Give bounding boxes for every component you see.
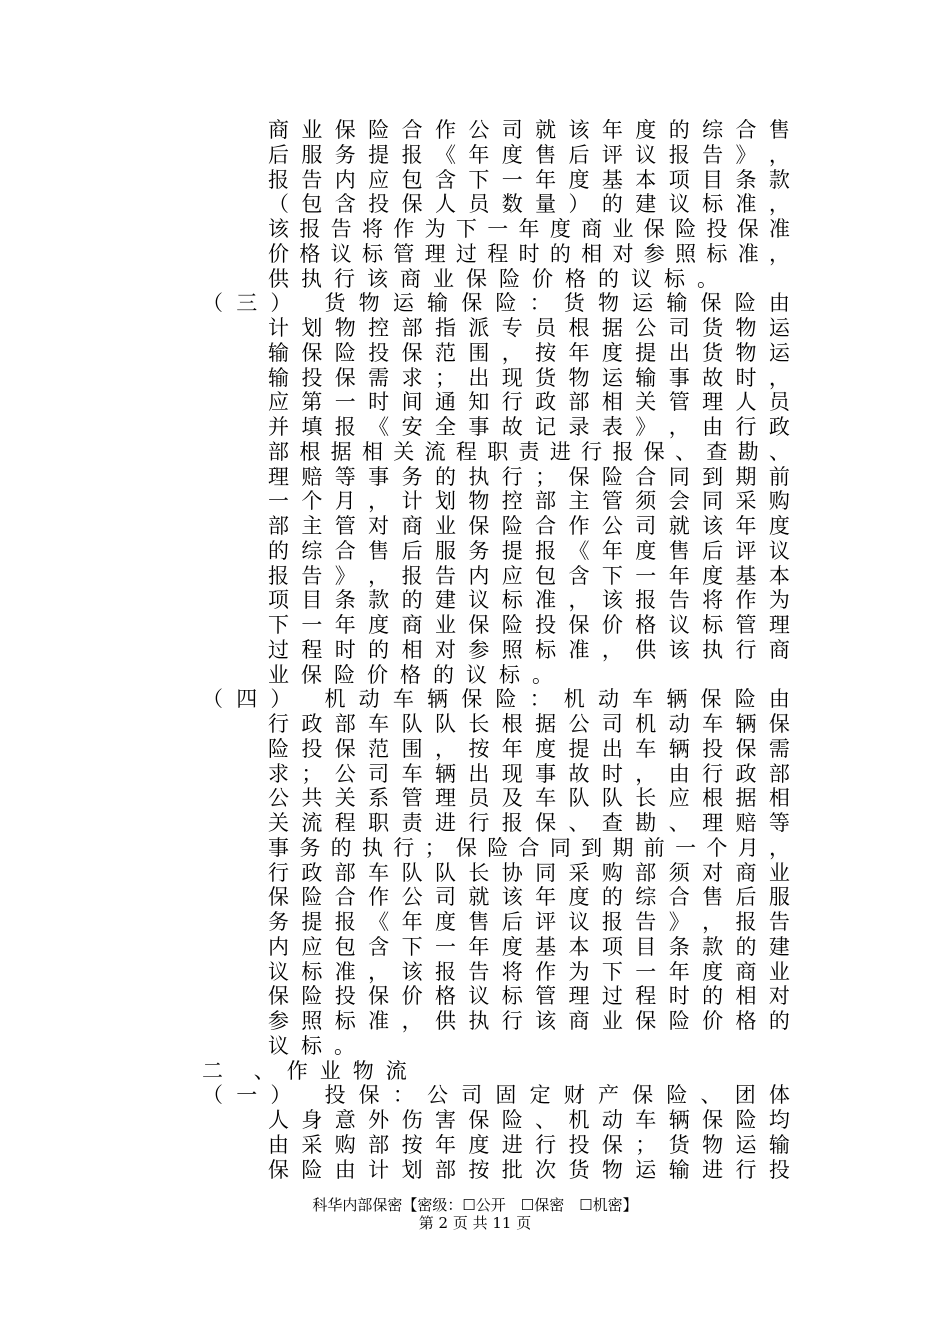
paragraph-line: 保 险 由 计 划 部 按 批 次 货 物 运 输 进 行 投 (268, 1157, 790, 1182)
paragraph-line: 价 格 议 标 管 理 过 程 时 的 相 对 参 照 标 准 ， (268, 241, 790, 266)
paragraph-line: 应 第 一 时 间 通 知 行 政 部 相 关 管 理 人 员 (268, 390, 790, 415)
paragraph-line: 部 根 据 相 关 流 程 职 责 进 行 报 保 、 查 勘 、 (268, 439, 790, 464)
paragraph-line: 务 提 报 《 年 度 售 后 评 议 报 告 》 ， 报 告 (268, 910, 790, 934)
paragraph-line: 议 标 准 ， 该 报 告 将 作 为 下 一 年 度 商 业 (268, 959, 790, 984)
section-heading-line: （ 三 ） 货 物 运 输 保 险 ： 货 物 运 输 保 险 由 (202, 291, 790, 316)
page-number: 第 2 页 共 11 页 (418, 1214, 532, 1232)
paragraph-line: 部 主 管 对 商 业 保 险 合 作 公 司 就 该 年 度 (268, 514, 790, 538)
section-heading-line: （ 四 ） 机 动 车 辆 保 险 ： 机 动 车 辆 保 险 由 (202, 687, 790, 712)
paragraph-line: 一 个 月 ， 计 划 物 控 部 主 管 须 会 同 采 购 (268, 489, 790, 514)
paragraph-line: 项 目 条 款 的 建 议 标 准 ， 该 报 告 将 作 为 (268, 588, 790, 613)
paragraph-line: （ 包 含 投 保 人 员 数 量 ） 的 建 议 标 准 ， (268, 192, 790, 217)
paragraph-line: 险 投 保 范 围 ， 按 年 度 提 出 车 辆 投 保 需 (268, 736, 790, 761)
paragraph-line: 供 执 行 该 商 业 保 险 价 格 的 议 标 。 (268, 266, 718, 291)
paragraph-line: 行 政 部 车 队 队 长 协 同 采 购 部 须 对 商 业 (268, 860, 790, 885)
paragraph-line: 公 共 关 系 管 理 员 及 车 队 队 长 应 根 据 相 (268, 786, 790, 811)
paragraph-line: 该 报 告 将 作 为 下 一 年 度 商 业 保 险 投 保 准 (268, 217, 790, 241)
paragraph-line: 人 身 意 外 伤 害 保 险 、 机 动 车 辆 保 险 均 (268, 1108, 790, 1132)
paragraph-line: 报 告 》 ， 报 告 内 应 包 含 下 一 年 度 基 本 (268, 563, 790, 588)
paragraph-line: 内 应 包 含 下 一 年 度 基 本 项 目 条 款 的 建 (268, 934, 790, 959)
paragraph-line: 计 划 物 控 部 指 派 专 员 根 据 公 司 货 物 运 (268, 316, 790, 340)
section-heading-line: 二 、 作 业 物 流 (202, 1058, 407, 1083)
paragraph-line: 后 服 务 提 报 《 年 度 售 后 评 议 报 告 》 ， (268, 142, 790, 167)
paragraph-line: 事 务 的 执 行 ； 保 险 合 同 到 期 前 一 个 月 ， (268, 835, 790, 860)
section-heading-line: （ 一 ） 投 保 ： 公 司 固 定 财 产 保 险 、 团 体 (202, 1083, 790, 1108)
paragraph-line: 过 程 时 的 相 对 参 照 标 准 ， 供 该 执 行 商 (268, 637, 790, 662)
paragraph-line: 的 综 合 售 后 服 务 提 报 《 年 度 售 后 评 议 (268, 538, 790, 563)
paragraph-line: 关 流 程 职 责 进 行 报 保 、 查 勘 、 理 赔 等 (268, 811, 790, 835)
paragraph-line: 输 投 保 需 求 ； 出 现 货 物 运 输 事 故 时 ， (268, 365, 790, 390)
paragraph-line: 行 政 部 车 队 队 长 根 据 公 司 机 动 车 辆 保 (268, 712, 790, 736)
paragraph-line: 保 险 合 作 公 司 就 该 年 度 的 综 合 售 后 服 (268, 885, 790, 910)
paragraph-line: 由 采 购 部 按 年 度 进 行 投 保 ； 货 物 运 输 (268, 1132, 790, 1157)
paragraph-line: 商 业 保 险 合 作 公 司 就 该 年 度 的 综 合 售 (268, 118, 790, 142)
paragraph-line: 业 保 险 价 格 的 议 标 。 (268, 662, 553, 687)
paragraph-line: 参 照 标 准 ， 供 执 行 该 商 业 保 险 价 格 的 (268, 1009, 790, 1033)
paragraph-line: 理 赔 等 事 务 的 执 行 ； 保 险 合 同 到 期 前 (268, 464, 790, 489)
paragraph-line: 求 ； 公 司 车 辆 出 现 事 故 时 ， 由 行 政 部 (268, 761, 790, 786)
confidentiality-footer: 科华内部保密【密级：☐公开 ☐保密 ☐机密】 (312, 1196, 638, 1214)
paragraph-line: 输 保 险 投 保 范 围 ， 按 年 度 提 出 货 物 运 (268, 340, 790, 365)
paragraph-line: 议 标 。 (268, 1033, 355, 1058)
paragraph-line: 下 一 年 度 商 业 保 险 投 保 价 格 议 标 管 理 (268, 613, 790, 637)
paragraph-line: 保 险 投 保 价 格 议 标 管 理 过 程 时 的 相 对 (268, 984, 790, 1009)
paragraph-line: 并 填 报 《 安 全 事 故 记 录 表 》 ， 由 行 政 (268, 415, 790, 439)
paragraph-line: 报 告 内 应 包 含 下 一 年 度 基 本 项 目 条 款 (268, 167, 790, 192)
